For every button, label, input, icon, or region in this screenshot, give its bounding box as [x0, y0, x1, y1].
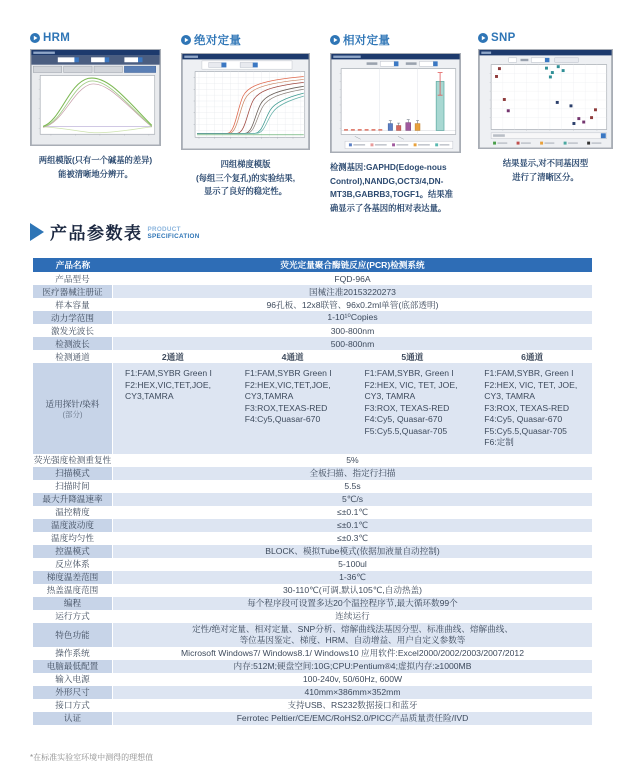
feature-caption: 检测基因:GAPHD(Edoge-nous Control),NANDG,OCT3/4,DN- MT3B,GABRB3,TOGF1。结果准 确显示了各基因的相对表达量。 — [330, 162, 453, 213]
feature-hrm — [30, 32, 161, 181]
relative-quant-chart-thumbnail — [330, 53, 461, 153]
feature-caption: 两组模版(只有一个碱基的差异) 能被清晰地分辨开。 — [38, 155, 153, 179]
table-row-interface: 接口方式 支持USB、RS232数据接口和蓝牙 — [33, 699, 592, 712]
table-row-operating-system: 操作系统 Microsoft Windows7/ Windows8.1/ Windows10 应用软件:Excel2000/2002/2003/2007/2012 — [33, 647, 592, 660]
table-row-probes — [33, 363, 592, 454]
play-bullet-icon — [30, 33, 40, 43]
section-title — [30, 219, 200, 244]
feature-title: SNP — [491, 32, 516, 44]
feature-caption: 结果显示,对不同基因型 进行了清晰区分。 — [502, 158, 589, 182]
channel-col-5: 5通道 — [401, 351, 424, 362]
footnote: *在标准实验室环境中测得的理想值 — [30, 753, 154, 762]
table-row-special-features: 特色功能 定性/绝对定量、相对定量、SNP分析、熔解曲线法基因分型、标准曲线、熔解曲线、 等位基因鉴定、梯度、HRM、自动增益、用户自定义参数等 — [33, 623, 592, 647]
channel-col-2: 2通道 — [161, 351, 184, 362]
feature-title: 绝对定量 — [194, 35, 242, 47]
table-row-registration: 医疗器械注册证 国械注准20153220273 — [33, 285, 592, 298]
feature-snp-header — [478, 32, 613, 44]
absolute-quant-chart-thumbnail — [181, 53, 310, 150]
table-row-detection-wavelength: 检测波长 500-800nm — [33, 337, 592, 350]
table-row-model: 产品型号 FQD-96A — [33, 272, 592, 285]
probes-col-6ch: F1:FAM,SYBR, Green I F2:HEX, VIC, TET, JOE, CY3, TAMRA F3:ROX, TEXAS-RED F4:Cy5, Quasar-670 F5:Cy5.5,Quasar-705 F6:定制 — [472, 363, 592, 454]
feature-relative-quant — [330, 32, 461, 215]
feature-absolute-quant-header — [181, 32, 310, 48]
table-row-temp-fluctuation: 温度波动度 ≤±0.1℃ — [33, 519, 592, 532]
table-row-run-mode: 运行方式 连续运行 — [33, 610, 592, 623]
channel-col-6: 6通道 — [521, 351, 544, 362]
table-row-ramp-rate: 最大升降温速率 5℃/s — [33, 493, 592, 506]
table-row-temp-accuracy: 温控精度 ≤±0.1℃ — [33, 506, 592, 519]
snp-chart-thumbnail — [478, 49, 613, 149]
table-row-fluorescence-repeatability: 荧光强度检测重复性 5% — [33, 455, 359, 465]
table-row-temp-uniformity: 温度均匀性 ≤±0.3℃ — [33, 532, 592, 545]
table-row-dimensions: 外形尺寸 410mm×386mm×352mm — [33, 686, 592, 699]
table-row-dynamic-range: 动力学范围 1-10¹⁰Copies — [33, 311, 592, 324]
probes-col-2ch: F1:FAM,SYBR Green I F2:HEX,VIC,TET,JOE, CY3,TAMRA — [113, 363, 233, 454]
play-bullet-icon — [330, 35, 340, 45]
section-title-en-line1: PRODUCT — [147, 225, 181, 233]
feature-snp — [478, 32, 613, 184]
special-features-value: 定性/绝对定量、相对定量、SNP分析、熔解曲线法基因分型、标准曲线、熔解曲线、 等位基因鉴定、梯度、HRM、自动增益、用户自定义参数等 — [113, 623, 592, 647]
feature-caption: 四组梯度模版 (每组三个复孔)的实验结果, 显示了良好的稳定性。 — [195, 159, 296, 196]
probes-col-4ch: F1:FAM,SYBR Green I F2:HEX,VIC,TET,JOE, CY3,TAMRA F3:ROX,TEXAS-RED F4:Cy5,Quasar-670 — [233, 363, 353, 454]
section-title-en — [148, 226, 200, 240]
table-row-channels: 检测通道 2通道 4通道 5通道 6通道 — [33, 350, 592, 363]
feature-absolute-quant — [181, 32, 310, 199]
probes-label: 适用探针/染料 (部分) — [33, 363, 113, 454]
table-row-scan-mode: 扫描模式 全板扫描、指定行扫描 — [33, 467, 592, 480]
channel-col-4: 4通道 — [281, 351, 304, 362]
probes-col-5ch: F1:FAM,SYBR, Green I F2:HEX, VIC, TET, JOE, CY3, TAMRA F3:ROX, TEXAS-RED F4:Cy5, Quasar-670 F5:Cy5.5,Quasar-705 — [353, 363, 473, 454]
hrm-chart-thumbnail — [30, 49, 161, 146]
play-bullet-icon — [478, 33, 488, 43]
table-row-sample-capacity: 样本容量 96孔板、12x8联管、96x0.2ml单管(底部透明) — [33, 298, 592, 311]
feature-hrm-header — [30, 32, 161, 44]
title-arrow-icon — [30, 223, 44, 241]
table-row-temp-control-mode: 控温模式 BLOCK、模拟Tube模式(依据加液量自动控制) — [33, 545, 592, 558]
play-bullet-icon — [181, 35, 191, 45]
feature-title: 相对定量 — [343, 35, 391, 47]
table-row-lid-temp-range: 热盖温度范围 30-110℃(可调,默认105℃,自动热盖) — [33, 584, 592, 597]
spec-table — [33, 258, 592, 725]
table-row-programming: 编程 每个程序段可设置多达20个温控程序节,最大循环数99个 — [33, 597, 592, 610]
section-title-en-line2: SPECIFICATION — [147, 232, 200, 240]
table-row-min-pc-config: 电脑最低配置 内存:512M;硬盘空间:10G;CPU:Pentium®4;虚拟内存:≥1000MB — [33, 660, 592, 673]
section-title-cn: 产品参数表 — [50, 224, 143, 243]
feature-title: HRM — [43, 32, 71, 44]
header-value: 荧光定量聚合酶链反应(PCR)检测系统 — [113, 258, 592, 272]
table-row-scan-time: 扫描时间 5.5s — [33, 480, 592, 493]
table-row-gradient-range: 梯度温差范围 1-36℃ — [33, 571, 592, 584]
header-label: 产品名称 — [33, 258, 113, 272]
table-row-reaction-volume: 反应体系 5-100ul — [33, 558, 592, 571]
table-row-power-input: 输入电源 100-240v, 50/60Hz, 600W — [33, 673, 592, 686]
table-row-excitation-wavelength: 激发光波长 300-800nm — [33, 324, 592, 337]
table-header-row — [33, 258, 592, 272]
table-row-certification: 认证 Ferrotec Peltier/CE/EMC/RoHS2.0/PICC产品质量责任险/IVD — [33, 712, 592, 725]
feature-relative-quant-header — [330, 32, 461, 48]
